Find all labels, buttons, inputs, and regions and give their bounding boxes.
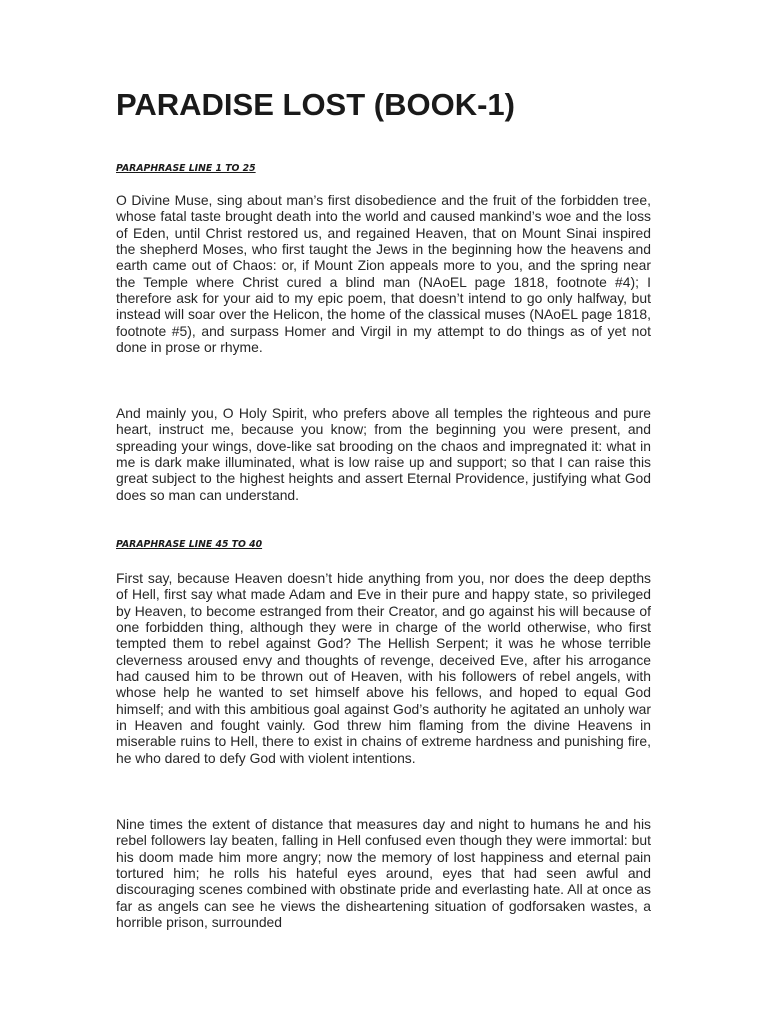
document-title: PARADISE LOST (BOOK-1)	[116, 87, 515, 122]
section-heading: PARAPHRASE LINE 1 TO 25	[116, 163, 256, 174]
paragraph: Nine times the extent of distance that measures day and night to humans he and his rebel followers lay beaten, falling in Hell confused even though they were immortal: but his doom made him more angry; now the memory of lost happiness and eternal pain tortured him; he rolls his hateful eyes around, eyes that had seen awful and discouraging scenes combined with obstinate pride and everlasting hate. All at once as far as angels can see he views the disheartening situation of godforsaken wastes, a horrible prison, surrounded	[116, 816, 651, 931]
paragraph: First say, because Heaven doesn’t hide anything from you, nor does the deep depths of Hell, first say what made Adam and Eve in their pure and happy state, so privileged by Heaven, to become estranged from their Creator, and go against his will because of one forbidden thing, although they were in charge of the world otherwise, who first tempted them to rebel against God? The Hellish Serpent; it was he whose terrible cleverness aroused envy and thoughts of revenge, deceived Eve, after his arrogance had caused him to be thrown out of Heaven, with his followers of rebel angels, with whose help he wanted to set himself above his fellows, and hoped to equal God himself; and with this ambitious goal against God’s authority he agitated an unholy war in Heaven and fought vainly. God threw him flaming from the divine Heavens in miserable ruins to Hell, there to exist in chains of extreme hardness and punishing fire, he who dared to defy God with violent intentions.	[116, 570, 651, 766]
paragraph: And mainly you, O Holy Spirit, who prefers above all temples the righteous and pure heart, instruct me, because you know; from the beginning you were present, and spreading your wings, dove-like sat brooding on the chaos and impregnated it: what in me is dark make illuminated, what is low raise up and support; so that I can raise this great subject to the highest heights and assert Eternal Providence, justifying what God does so man can understand.	[116, 405, 651, 503]
section-heading: PARAPHRASE LINE 45 TO 40	[116, 539, 263, 550]
paragraph: O Divine Muse, sing about man’s first disobedience and the fruit of the forbidden tree, whose fatal taste brought death into the world and caused mankind’s woe and the loss of Eden, until Christ restored us, and regained Heaven, that on Mount Sinai inspired the shepherd Moses, who first taught the Jews in the beginning how the heavens and earth came out of Chaos: or, if Mount Zion appeals more to you, and the spring near the Temple where Christ cured a blind man (NAoEL page 1818, footnote #4); I therefore ask for your aid to my epic poem, that doesn’t intend to go only halfway, but instead will soar over the Helicon, the home of the classical muses (NAoEL page 1818, footnote #5), and surpass Homer and Virgil in my attempt to do things as of yet not done in prose or rhyme.	[116, 192, 651, 356]
